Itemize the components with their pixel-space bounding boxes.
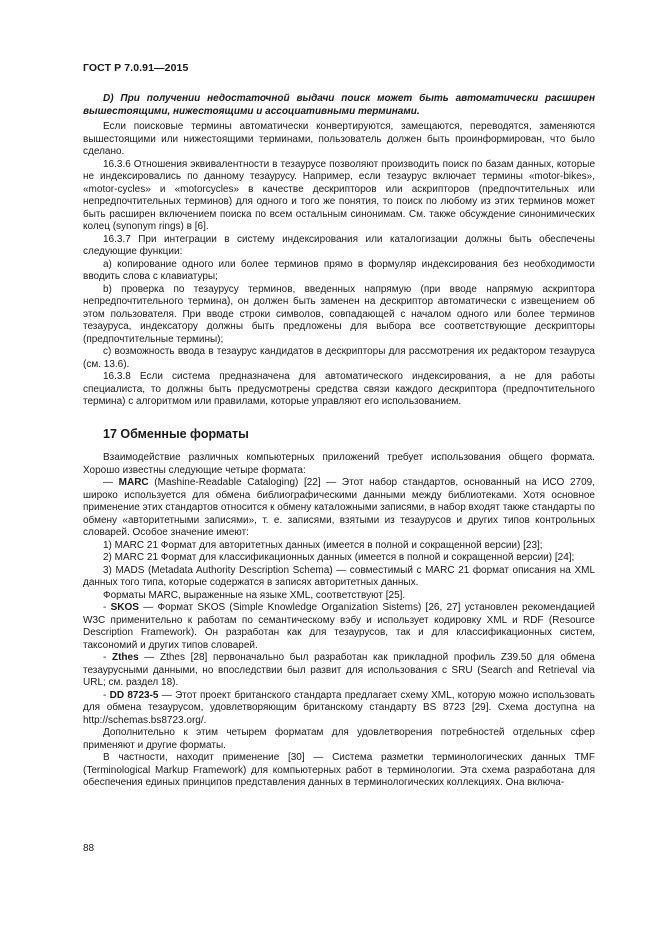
page-number: 88: [83, 843, 95, 854]
dd-name: DD 8723-5: [109, 689, 159, 701]
paragraph-16-3-8: 16.3.8 Если система предназначена для автоматического индексирования, а не для работы специалиста, то должны быть предусмотрены средства связи каждого дескриптора (предпочтительного термина) с алгоритмом или правилами, которые управляют его использованием.: [83, 371, 595, 407]
paragraph-16-3-7: 16.3.7 При интеграции в систему индексирования или каталогизации должны быть обеспечены следующие функции:: [83, 233, 595, 257]
list-item-b: b) проверка по тезаурусу терминов, введенных напрямую (при вводе напрямую аскриптора непредпочтительного термина), он должен быть заменен на дескриптор автоматически с извещением об этом пользователя. При вводе строки символов, совпадающей с началом одного или более терминов тезауруса, индексатору должны быть предложены для выбора все соответствующие дескрипторы (предпочтительные термины);: [83, 283, 595, 345]
paragraph-16-3-6: 16.3.6 Отношения эквивалентности в тезаурусе позволяют производить поиск по базам данных, которые не индексировались по данному тезаурусу. Например, если тезаурус включает термины «motor-bikes», «motor-cycles» и «motorcycles» в качестве дескрипторов или аскрипторов (предпочтительных или непредпочтительных терминов) для одного и того же понятия, то поиск по любому из этих терминов может быть расширен включением поиска по всем остальным синонимам. См. также обсуждение синонимических колец (synonym rings) в [6].: [83, 158, 595, 232]
zthes-name: Zthes: [111, 652, 139, 663]
skos-name: SKOS: [110, 602, 139, 613]
marc-item-3: 3) MADS (Metadata Authority Description Schema) — совместимый с MARC 21 формат описания на XML данных того типа, которые содержатся в записях авторитетных данных.: [83, 564, 595, 588]
list-item-a: a) копирование одного или более терминов прямо в формуляр индексирования без необходимости вводить слова с клавиатуры;: [83, 258, 595, 282]
dd-paragraph: [83, 690, 595, 728]
zthes-paragraph: [83, 652, 595, 690]
marc-paragraph: [83, 477, 595, 540]
paragraph-1: Если поисковые термины автоматически конвертируются, замещаются, переводятся, заменяются вышестоящими или нижестоящими терминами, пользователь должен быть проинформирован, что было сделано.: [83, 121, 595, 157]
zthes-lead: -: [103, 652, 112, 663]
marc-name: MARC: [118, 477, 149, 488]
marc-lead: —: [103, 477, 119, 488]
page-content: [83, 93, 595, 790]
marc-text: (Mashine-Readable Cataloging) [22] — Этот набор стандартов, основанный на ИСО 2709, широко используется для обмена библиографическими данными между библиотеками. Хотя основное применение этих стандартов относится к обмену каталожными записями, в набор входят также стандарты по обмену «авторитетными записями», т. е. записями, взятыми из тезаурусов и других типов контрольных словарей. Особое значение имеют:: [83, 477, 595, 538]
additional-formats-paragraph: Дополнительно к этим четырем форматам для удовлетворения потребностей отдельных сфер применяют и другие форматы.: [83, 727, 595, 751]
marc-xml-paragraph: Форматы MARC, выраженные на языке XML, соответствуют [25].: [103, 589, 406, 601]
section-heading: 17 Обменные форматы: [103, 426, 249, 441]
skos-lead: -: [103, 602, 111, 613]
list-item-c: c) возможность ввода в тезаурус кандидатов в дескрипторы для рассмотрения их редактором тезауруса (см. 13.6).: [83, 346, 595, 370]
intro-paragraph: Взаимодействие различных компьютерных приложений требует использования общего формата. Хорошо известны следующие четыре формата:: [83, 452, 595, 476]
skos-paragraph: [83, 602, 595, 652]
tmf-paragraph: В частности, находит применение [30] — Система разметки терминологических данных TMF (Terminological Markup Framework) для компьютерных работ в терминологии. Эта схема разработана для обеспечения единых принципов представления данных в терминологических коллекциях. Она включа-: [83, 752, 595, 788]
dd-lead: -: [103, 689, 110, 701]
skos-text: — Формат SKOS (Simple Knowledge Organization Sistems) [26, 27] установлен рекомендацией W3C применительно к работам по семантическому вэбу и использует кодировку XML и RDF (Resource Description Framework). Он разработан как для тезаурусов, так и для классификационных систем, таксономий и других типов словарей.: [83, 602, 595, 651]
zthes-text: — Zthes [28] первоначально был разработан как прикладной профиль Z39.50 для обмена тезаурусными данными, но впоследствии был развит для использования с SRU (Search and Retrieval via URL; см. раздел 18).: [83, 652, 595, 688]
note-paragraph: D) При получении недостаточной выдачи поиск может быть автоматически расширен вышестоящими, нижестоящими и ассоциативными терминами.: [83, 93, 595, 117]
marc-item-2: 2) MARC 21 Формат для классификационных данных (имеется в полной и сокращенной версии) [24];: [103, 552, 575, 563]
document-header: ГОСТ Р 7.0.91—2015: [83, 62, 189, 74]
marc-item-1: 1) MARC 21 Формат для авторитетных данных (имеется в полной и сокращенной версии) [23];: [103, 539, 543, 551]
dd-text: — Этот проект британского стандарта предлагает схему XML, которую можно использовать для обмена тезаурусом, удовлетворяющим британскому стандарту BS 8723 [29]. Схема доступна на http://schemas.bs8723.org/.: [83, 689, 596, 726]
